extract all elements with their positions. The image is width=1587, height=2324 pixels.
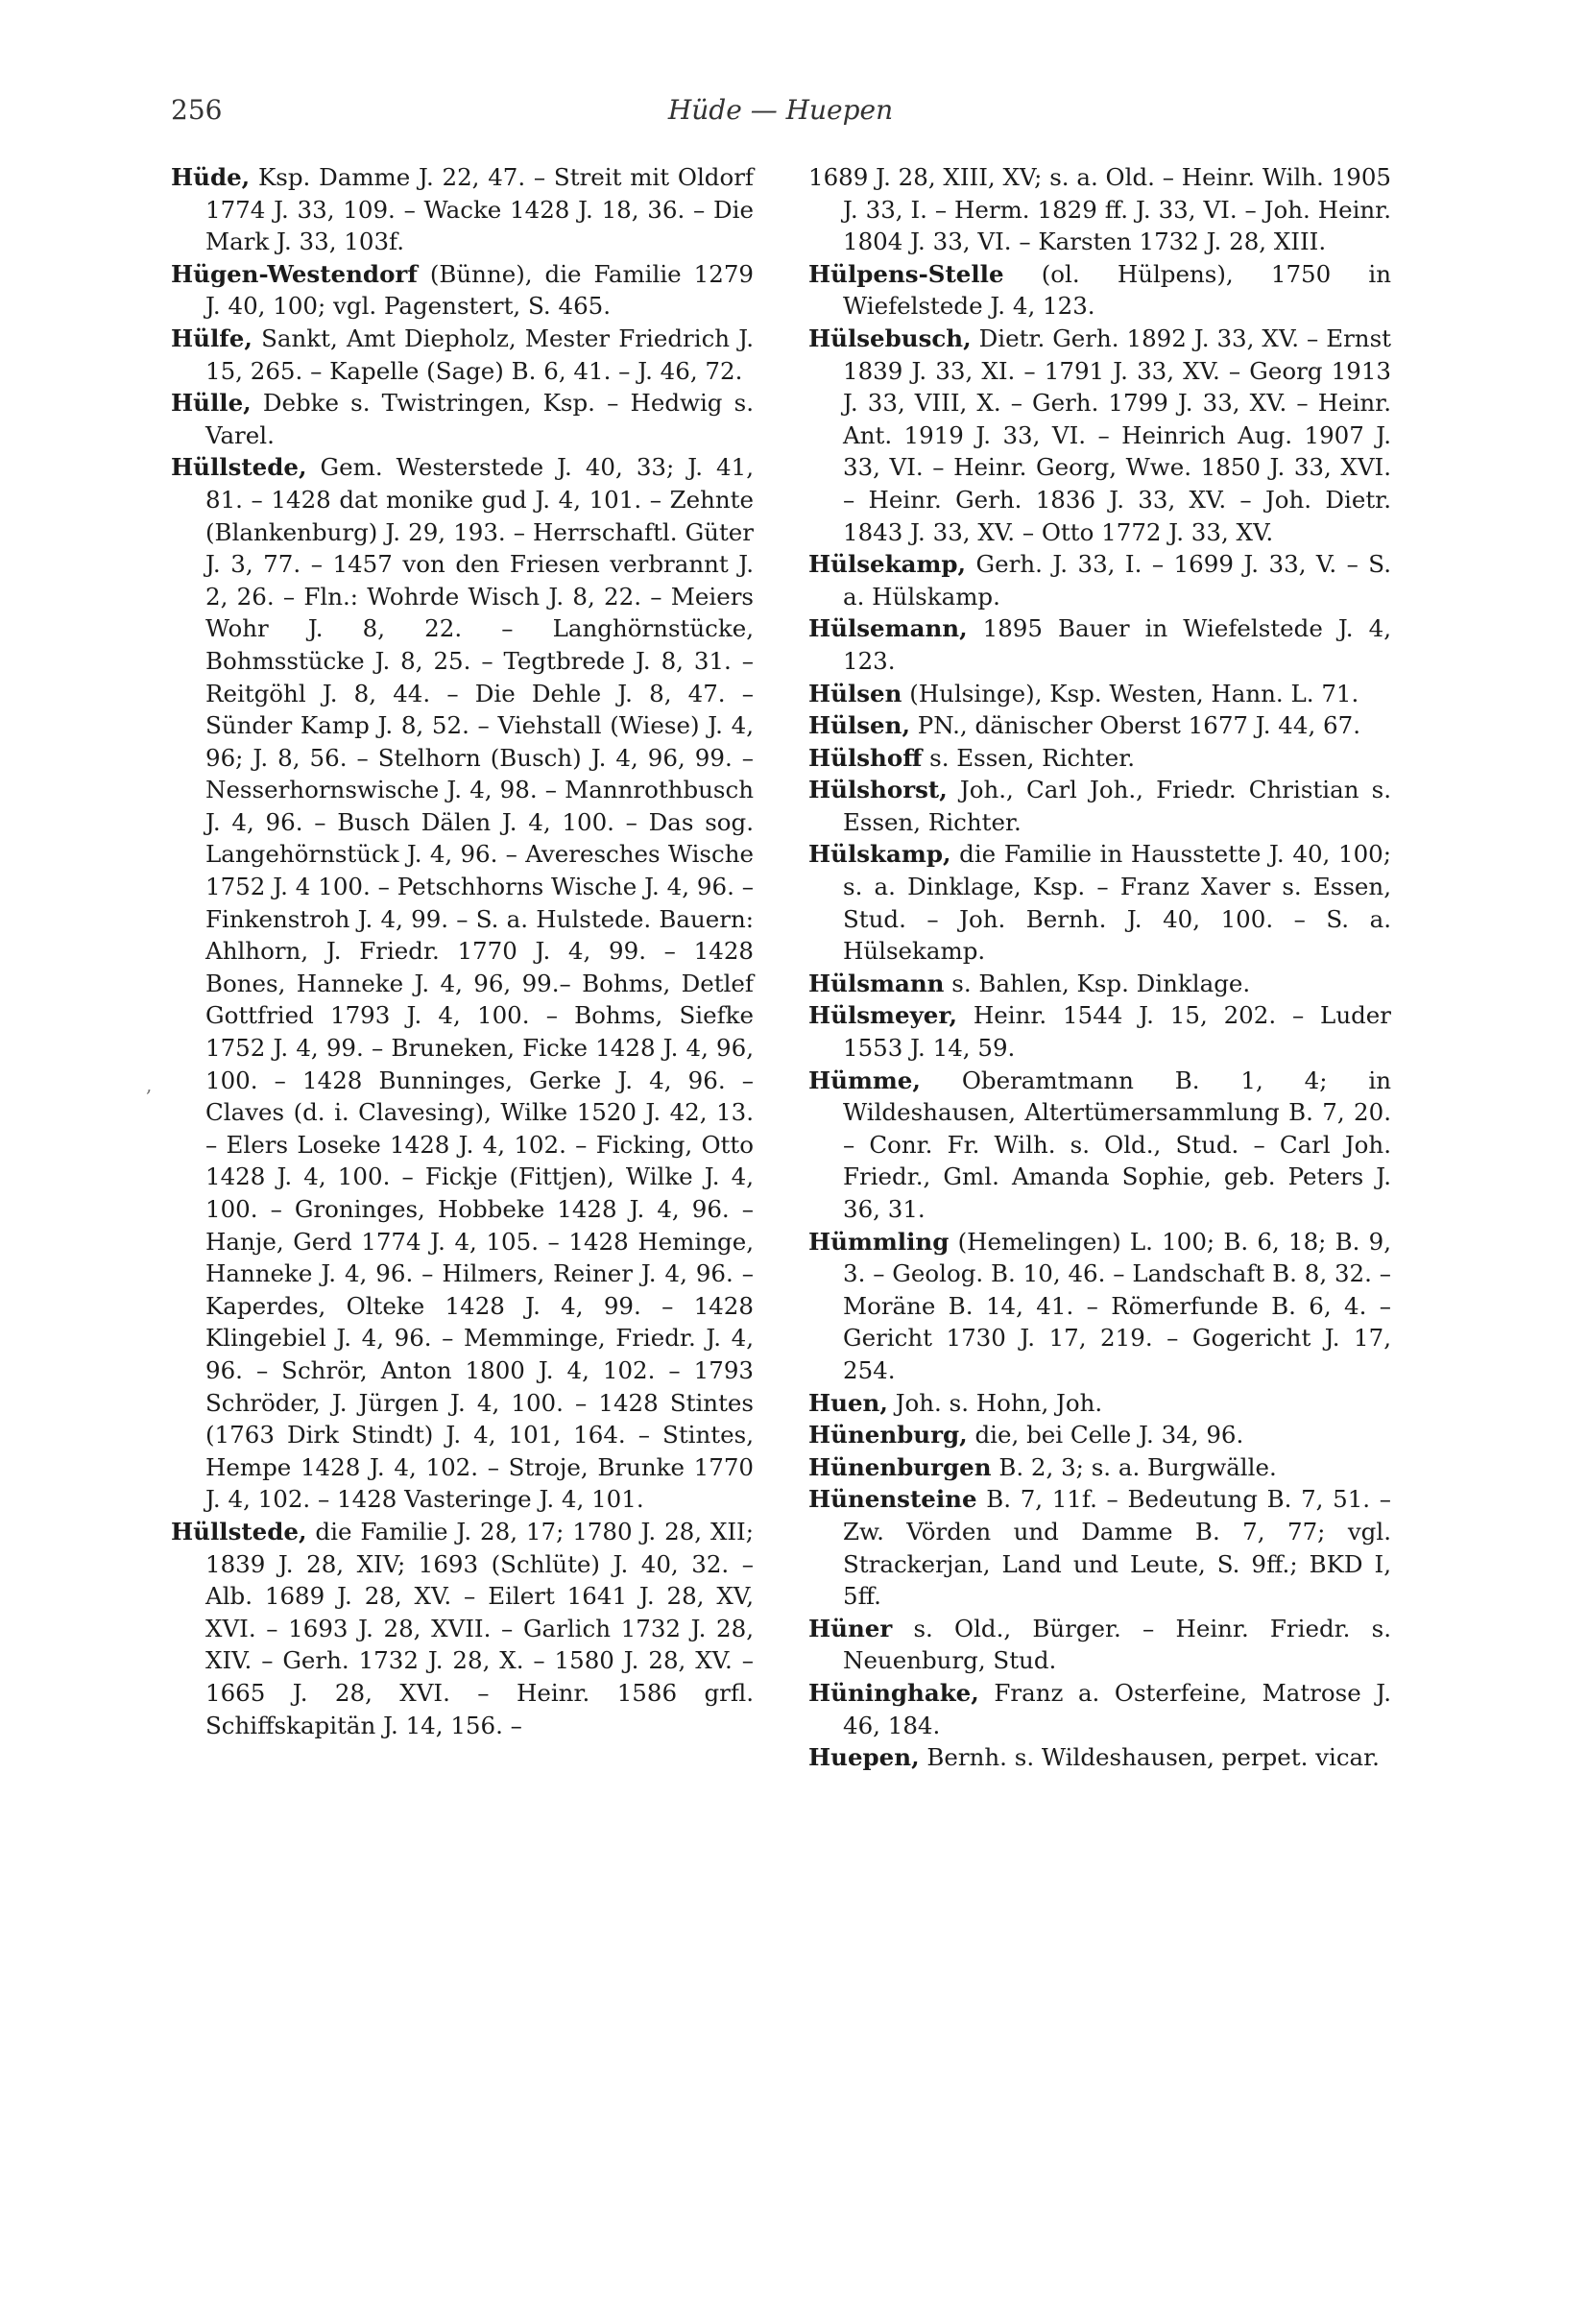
- index-entry: [808, 968, 1391, 1000]
- entry-headword: Hülshoff: [808, 743, 923, 772]
- entry-text: Franz a. Osterfeine, Matrose J. 46, 184.: [843, 1678, 1391, 1739]
- entry-text: s. Old., Bürger. – Heinr. Friedr. s. Neuenburg, Stud.: [843, 1614, 1391, 1675]
- entry-headword: Hülsmann: [808, 969, 945, 997]
- entry-text: die, bei Celle J. 34, 96.: [967, 1421, 1244, 1450]
- entry-headword: Hümmling: [808, 1227, 950, 1256]
- entry-text: Debke s. Twistringen, Ksp. – Hedwig s. Varel.: [205, 389, 754, 449]
- index-entry: [808, 742, 1391, 775]
- entry-text: B. 7, 11f. – Bedeutung B. 7, 51. – Zw. Vörden und Damme B. 7, 77; vgl. Strackerjan, Land und Leute, S. 9ff.; BKD I, 5ff.: [843, 1485, 1391, 1611]
- entry-headword: Hüllstede,: [171, 453, 307, 482]
- entry-headword: Hülsmeyer,: [808, 1001, 958, 1030]
- entry-headword: Hünenburgen: [808, 1452, 992, 1481]
- entry-text: die Familie J. 28, 17; 1780 J. 28, XII; 1839 J. 28, XIV; 1693 (Schlüte) J. 40, 32. – Alb. 1689 J. 28, XV. – Eilert 1641 J. 28, XV, XVI. – 1693 J. 28, XVII. – Garlich 1732 J. 28, XIV. – Gerh. 1732 J. 28, X. – 1580 J. 28, XV. – 1665 J. 28, XVI. – Heinr. 1586 grfl. Schiffskapitän J. 14, 156. –: [205, 1517, 754, 1739]
- index-entry: [808, 999, 1391, 1064]
- entry-headword: Hünensteine: [808, 1485, 977, 1514]
- entry-headword: Hünenburg,: [808, 1421, 968, 1450]
- entry-headword: Hülfe,: [171, 323, 252, 352]
- index-entry: [808, 323, 1391, 548]
- entry-text: die Familie in Hausstette J. 40, 100; s. a. Dinklage, Ksp. – Franz Xaver s. Essen, Stud. – Joh. Bernh. J. 40, 100. – S. a. Hülsekamp.: [843, 840, 1391, 966]
- index-entry: [808, 1613, 1391, 1677]
- index-entry: [808, 161, 1391, 258]
- index-entry: [171, 258, 754, 323]
- entry-text: Gerh. J. 33, I. – 1699 J. 33, V. – S. a. Hülskamp.: [843, 550, 1391, 611]
- entry-text: Sankt, Amt Diepholz, Mester Friedrich J. 15, 265. – Kapelle (Sage) B. 6, 41. – J. 46, 72.: [205, 323, 754, 385]
- index-entry: [171, 161, 754, 258]
- entry-text: Heinr. 1544 J. 15, 202. – Luder 1553 J. 14, 59.: [843, 1001, 1391, 1063]
- entry-text: (Hulsinge), Ksp. Westen, Hann. L. 71.: [902, 679, 1359, 707]
- entry-headword: Hülsen: [808, 679, 902, 707]
- index-entry: [808, 1387, 1391, 1420]
- index-entry: [171, 323, 754, 387]
- right-column: [808, 161, 1391, 1774]
- entry-headword: Hüninghake,: [808, 1678, 979, 1707]
- entry-text: s. Essen, Richter.: [922, 743, 1136, 772]
- index-entry: [808, 678, 1391, 710]
- entry-text: Dietr. Gerh. 1892 J. 33, XV. – Ernst 1839 J. 33, XI. – 1791 J. 33, XV. – Georg 1913 J. 33, VIII, X. – Gerh. 1799 J. 33, XV. – Heinr. Ant. 1919 J. 33, VI. – Heinrich Aug. 1907 J. 33, VI. – Heinr. Georg, Wwe. 1850 J. 33, XVI. – Heinr. Gerh. 1836 J. 33, XV. – Joh. Dietr. 1843 J. 33, XV. – Otto 1772 J. 33, XV.: [843, 323, 1391, 546]
- index-entry: [808, 612, 1391, 677]
- page-header: [171, 94, 1390, 132]
- entry-text: Oberamtmann B. 1, 4; in Wildeshausen, Altertümersammlung B. 7, 20. – Conr. Fr. Wilh. s. Old., Stud. – Carl Joh. Friedr., Gml. Amanda Sophie, geb. Peters J. 36, 31.: [843, 1066, 1391, 1223]
- index-entry: [808, 1741, 1391, 1774]
- index-entry: [808, 1451, 1391, 1484]
- entry-text: Ksp. Damme J. 22, 47. – Streit mit Oldorf 1774 J. 33, 109. – Wacke 1428 J. 18, 36. – Die Mark J. 33, 103f.: [205, 163, 754, 256]
- stray-mark: ,: [146, 1073, 153, 1096]
- index-entry: [171, 1516, 754, 1741]
- page-number: 256: [171, 94, 223, 126]
- entry-headword: Hülle,: [171, 389, 252, 418]
- entry-headword: Huen,: [808, 1388, 888, 1417]
- entry-text: PN., dänischer Oberst 1677 J. 44, 67.: [910, 711, 1361, 740]
- entry-headword: Hüde,: [171, 163, 251, 191]
- entry-headword: Hülskamp,: [808, 840, 951, 869]
- entry-headword: Hülsekamp,: [808, 550, 967, 579]
- left-column: [171, 161, 754, 1741]
- entry-text: 1689 J. 28, XIII, XV; s. a. Old. – Heinr. Wilh. 1905 J. 33, I. – Herm. 1829 ff. J. 33, VI. – Joh. Heinr. 1804 J. 33, VI. – Karsten 1732 J. 28, XIII.: [808, 163, 1391, 256]
- index-entry: [808, 548, 1391, 612]
- entry-headword: Hülsemann,: [808, 614, 968, 643]
- entry-headword: Hülpens-Stelle: [808, 259, 1004, 288]
- entry-headword: Hügen-Westendorf: [171, 259, 418, 288]
- entry-text: (ol. Hülpens), 1750 in Wiefelstede J. 4, 123.: [843, 259, 1391, 321]
- entry-headword: Hümme,: [808, 1066, 921, 1094]
- index-entry: [808, 258, 1391, 323]
- entry-text: s. Bahlen, Ksp. Dinklage.: [944, 969, 1251, 997]
- index-entry: [808, 838, 1391, 967]
- entry-headword: Huepen,: [808, 1743, 920, 1772]
- running-head: Hüde — Huepen: [667, 94, 894, 126]
- entry-text: (Bünne), die Familie 1279 J. 40, 100; vgl. Pagenstert, S. 465.: [205, 259, 754, 321]
- index-entry: [808, 1677, 1391, 1741]
- index-entry: [808, 1065, 1391, 1226]
- index-entry: [171, 387, 754, 451]
- index-entry: [808, 1483, 1391, 1612]
- entry-headword: Hülshorst,: [808, 776, 948, 804]
- index-entry: [808, 774, 1391, 838]
- entry-text: Joh., Carl Joh., Friedr. Christian s. Essen, Richter.: [843, 776, 1391, 836]
- index-entry: [171, 451, 754, 1516]
- entry-text: 1895 Bauer in Wiefelstede J. 4, 123.: [843, 614, 1391, 675]
- entry-text: Gem. Westerstede J. 40, 33; J. 41, 81. – 1428 dat monike gud J. 4, 101. – Zehnte (Blankenburg) J. 29, 193. – Herrschaftl. Güter J. 3, 77. – 1457 von den Friesen verbrannt J. 2, 26. – Fln.: Wohrde Wisch J. 8, 22. – Meiers Wohr J. 8, 22. – Langhörnstücke, Bohmsstücke J. 8, 25. – Tegtbrede J. 8, 31. – Reitgöhl J. 8, 44. – Die Dehle J. 8, 47. – Sünder Kamp J. 8, 52. – Viehstall (Wiese) J. 4, 96; J. 8, 56. – Stelhorn (Busch) J. 4, 96, 99. – Nesserhornswische J. 4, 98. – Mannrothbusch J. 4, 96. – Busch Dälen J. 4, 100. – Das sog. Langehörnstück J. 4, 96. – Averesches Wische 1752 J. 4 100. – Petschhorns Wische J. 4, 96. – Finkenstroh J. 4, 99. – S. a. Hulstede. Bauern: Ahlhorn, J. Friedr. 1770 J. 4, 99. – 1428 Bones, Hanneke J. 4, 96, 99.– Bohms, Detlef Gottfried 1793 J. 4, 100. – Bohms, Siefke 1752 J. 4, 99. – Bruneken, Ficke 1428 J. 4, 96, 100. – 1428 Bunninges, Gerke J. 4, 96. – Claves (d. i. Clavesing), Wilke 1520 J. 42, 13. – Elers Loseke 1428 J. 4, 102. – Ficking, Otto 1428 J. 4, 100. – Fickje (Fittjen), Wilke J. 4, 100. – Groninges, Hobbeke 1428 J. 4, 96. – Hanje, Gerd 1774 J. 4, 105. – 1428 Heminge, Hanneke J. 4, 96. – Hilmers, Reiner J. 4, 96. – Kaperdes, Olteke 1428 J. 4, 99. – 1428 Klingebiel J. 4, 96. – Memminge, Friedr. J. 4, 96. – Schrör, Anton 1800 J. 4, 102. – 1793 Schröder, J. Jürgen J. 4, 100. – 1428 Stintes (1763 Dirk Stindt) J. 4, 101, 164. – Stintes, Hempe 1428 J. 4, 102. – Stroje, Brunke 1770 J. 4, 102. – 1428 Vasteringe J. 4, 101.: [205, 453, 754, 1514]
- entry-text: Bernh. s. Wildeshausen, perpet. vicar.: [919, 1743, 1380, 1772]
- entry-headword: Hülsen,: [808, 711, 910, 740]
- index-entry: [808, 1419, 1391, 1451]
- index-entry: [808, 1226, 1391, 1387]
- entry-text: (Hemelingen) L. 100; B. 6, 18; B. 9, 3. – Geolog. B. 10, 46. – Landschaft B. 8, 32. – Moräne B. 14, 41. – Römerfunde B. 6, 4. – Gericht 1730 J. 17, 219. – Gogericht J. 17, 254.: [843, 1227, 1391, 1384]
- entry-text: B. 2, 3; s. a. Burgwälle.: [991, 1452, 1277, 1481]
- entry-headword: Hüllstede,: [171, 1517, 307, 1545]
- index-entry: [808, 709, 1391, 742]
- entry-headword: Hülsebusch,: [808, 323, 972, 352]
- entry-headword: Hüner: [808, 1614, 893, 1642]
- entry-text: Joh. s. Hohn, Joh.: [887, 1388, 1103, 1417]
